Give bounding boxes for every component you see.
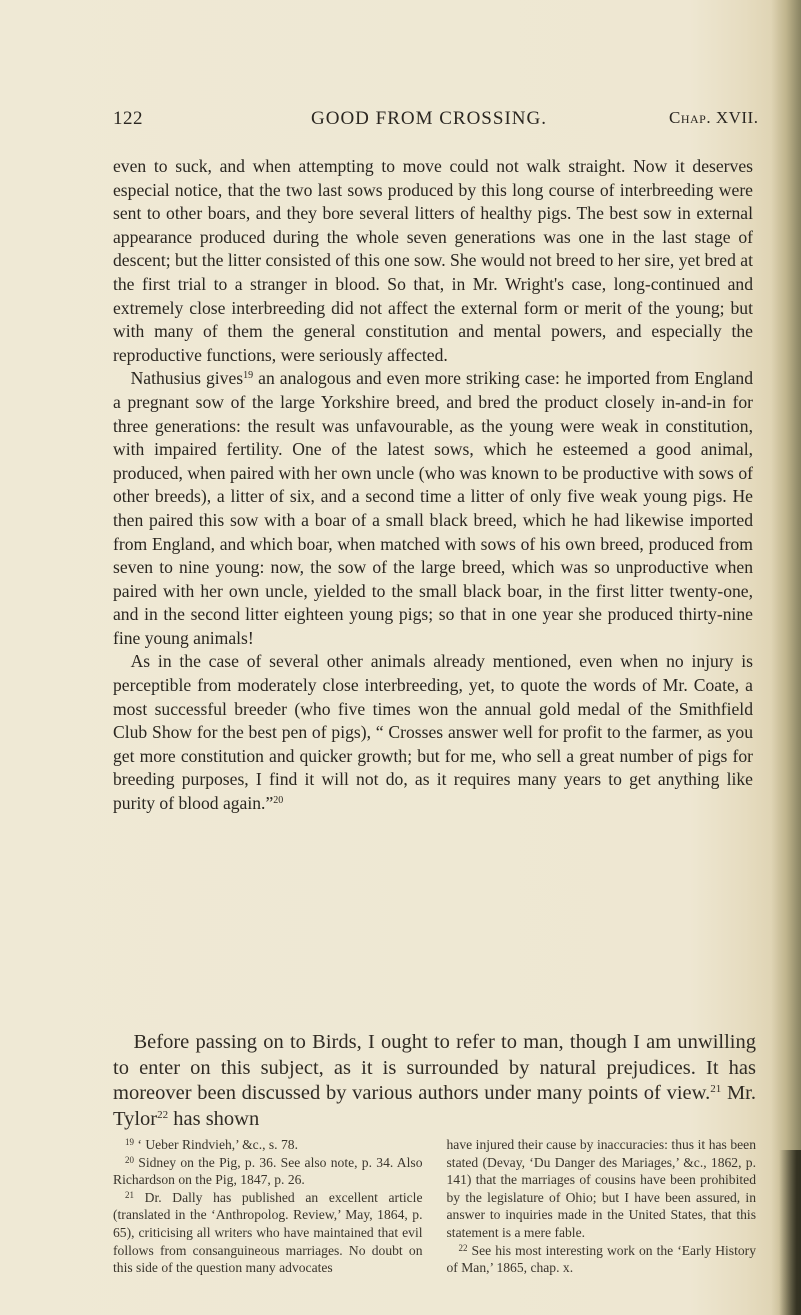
paragraph-1: even to suck, and when attempting to move could not walk straight. Now it deserves especial notice, that the two last sows produced by this long course of interbreeding were sent to other boars, and they bore several litters of healthy pigs. The best sow in external appearance produced during the whole seven generations was one in the last stage of descent; but the litter consisted of this one sow. She would not breed to her sire, yet bred at the first trial to a stranger in blood. So that, in Mr. Wright's case, long-continued and extremely close interbreeding did not affect the external form or merit of the young; but with many of them the general constitution and mental powers, and especially the reproductive functions, were seriously affected. [113, 156, 753, 365]
footnote-22 [447, 1242, 757, 1277]
large-paragraph-part3: has shown [168, 1107, 260, 1130]
footnotes [113, 1136, 756, 1277]
paragraph-2 [113, 367, 753, 650]
main-text [113, 155, 753, 816]
footnotes-left-column [113, 1136, 423, 1277]
footnote-ref-22: 22 [157, 1108, 169, 1121]
footnote-22-text: See his most interesting work on the ‘Early History of Man,’ 1865, chap. x. [446, 1242, 756, 1276]
footnote-20-text: Sidney on the Pig, p. 36. See also note, p. 34. Also Richardson on the Pig, 1847, p. 26. [113, 1154, 423, 1188]
running-title: GOOD FROM CROSSING. [311, 108, 547, 129]
footnote-20 [113, 1154, 423, 1189]
page-number: 122 [113, 108, 143, 129]
footnote-19-text: ‘ Ueber Rindvieh,’ &c., s. 78. [137, 1137, 298, 1152]
large-paragraph-part2: Mr. Tylor [113, 1082, 756, 1130]
footnotes-right-column [447, 1136, 757, 1277]
paragraph-3 [113, 650, 753, 815]
footnote-ref-19: 19 [243, 370, 254, 382]
footnote-ref-21: 21 [710, 1083, 722, 1096]
page-header [0, 108, 801, 134]
large-paragraph [113, 1030, 756, 1132]
page-edge-shadow [771, 0, 801, 1315]
paragraph-3-text: As in the case of several other animals already mentioned, even when no injury is perceptible from moderately close interbreeding, yet, to quote the words of Mr. Coate, a most successful breeder (who five times won the annual gold medal of the Smithfield Club Show for the best pen of pigs), “ Crosses answer well for profit to the farmer, as you get more constitution and quicker growth; but for me, who sell a great number of pigs for breeding purposes, I find it will not do, as it requires many years to get anything like purity of blood again.” [113, 651, 753, 814]
footnote-22-marker: 22 [458, 1242, 468, 1253]
large-paragraph-part1: Before passing on to Birds, I ought to refer to man, though I am unwilling to enter on this subject, as it is surrounded by natural prejudices. It has moreover been discussed by various authors under many points of view. [113, 1031, 756, 1105]
footnote-19 [113, 1136, 423, 1154]
footnote-21-marker: 21 [125, 1189, 134, 1200]
paragraph-2-rest: an analogous and even more striking case: he imported from England a pregnant sow of the large Yorkshire breed, and bred the product closely in-and-in for three generations: the result was unfavourable, as the young were weak in constitution, with impaired fertility. One of the latest sows, which he esteemed a good animal, produced, when paired with her own uncle (who was known to be productive with sows of other breeds), a litter of six, and a second time a litter of only five weak young pigs. He then paired this sow with a boar of a small black breed, which he had likewise imported from England, and which boar, when matched with sows of his own breed, produced from seven to nine young: now, the sow of the large breed, which was so unproductive when paired with her own uncle, yielded to the small black boar, in the first litter twenty-one, and in the second litter eighteen young pigs; so that in one year she produced thirty-nine fine young animals! [113, 368, 753, 648]
footnote-21-text-right: have injured their cause by inaccuracies: thus it has been stated (Devay, ‘Du Danger des Mariages,’ &c., 1862, p. 141) that the marriages of cousins have been prohibited by the legislature of Ohio; but I have been assured, in answer to inquiries made in the United States, that this statement is a mere fable. [446, 1137, 756, 1240]
page-edge-dark-corner [779, 1150, 801, 1315]
paragraph-2-start: Nathusius gives [130, 368, 244, 389]
footnote-ref-20: 20 [273, 795, 284, 807]
footnote-21 [113, 1189, 423, 1277]
chapter-label: Chap. XVII. [669, 108, 759, 127]
footnote-21-text-left: Dr. Dally has published an excellent article (translated in the ‘Anthropolog. Review,’ May, 1864, p. 65), criticising all writers who have maintained that evil follows from consanguineous marriages. No doubt on this side of the question many advocates [113, 1189, 423, 1276]
footnote-20-marker: 20 [125, 1154, 134, 1165]
footnote-21-continued [447, 1136, 757, 1242]
footnote-19-marker: 19 [125, 1137, 134, 1147]
